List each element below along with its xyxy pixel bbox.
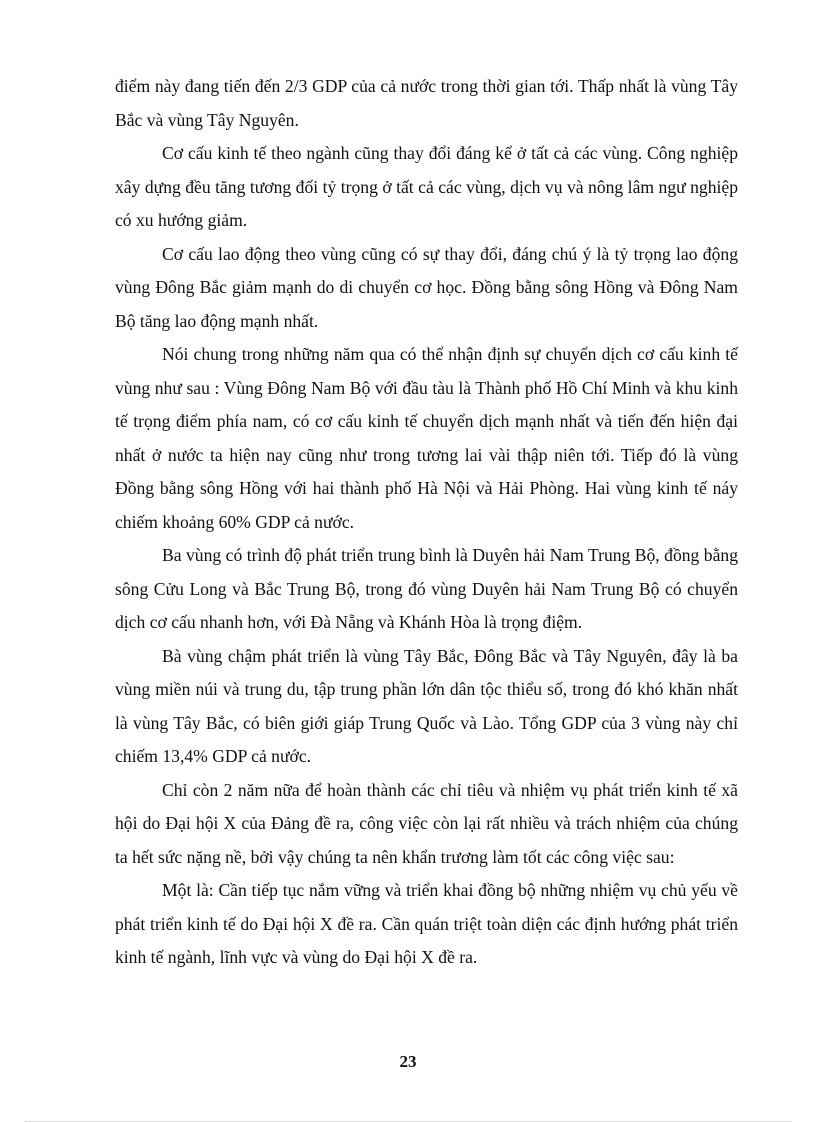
paragraph-continuation: điểm này đang tiến đến 2/3 GDP của cả nước trong thời gian tới. Thấp nhất là vùng Tây Bắc và vùng Tây Nguyên. (115, 76, 738, 130)
paragraph-medium-regions: Ba vùng có trình độ phát triển trung bình là Duyên hải Nam Trung Bộ, đồng bằng sông Cửu Long và Bắc Trung Bộ, trong đó vùng Duyên hải Nam Trung Bộ có chuyển dịch cơ cấu nhanh hơn, với Đà Nẵng và Khánh Hòa là trọng điệm. (115, 545, 738, 632)
paragraph-remaining-tasks: Chỉ còn 2 năm nữa để hoàn thành các chỉ tiêu và nhiệm vụ phát triển kinh tế xã hội do Đại hội X của Đảng đề ra, công việc còn lại rất nhiều và trách nhiệm của chúng ta hết sức nặng nề, bởi vậy chúng ta nên khẩn trương làm tốt các công việc sau: (115, 779, 738, 867)
paragraph-slow-regions: Bà vùng chậm phát triển là vùng Tây Bắc, Đông Bắc và Tây Nguyên, đây là ba vùng miền núi và trung du, tập trung phần lớn dân tộc thiểu số, trong đó khó khăn nhất là vùng Tây Bắc, có biên giới giáp Trung Quốc và Lào. Tổng GDP của 3 vùng này chỉ chiếm 13,4% GDP cả nước. (115, 645, 738, 766)
body-text (115, 70, 738, 975)
page-number: 23 (399, 1052, 417, 1071)
paragraph-task-one: Một là: Cần tiếp tục nắm vững và triển khai đồng bộ những nhiệm vụ chủ yếu về phát triển kinh tế do Đại hội X đề ra. Cần quán triệt toàn diện các định hướng phát triển kinh tế ngành, lĩnh vực và vùng do Đại hội X đề ra. (115, 880, 738, 967)
paragraph-labor-structure: Cơ cấu lao động theo vùng cũng có sự thay đổi, đáng chú ý là tỷ trọng lao động vùng Đông Bắc giảm mạnh do di chuyển cơ học. Đồng bằng sông Hồng và Đông Nam Bộ tăng lao động mạnh nhất. (115, 243, 738, 331)
page-bottom-divider (25, 1121, 791, 1122)
paragraph-regional-shift: Nói chung trong những năm qua có thể nhận định sự chuyển dịch cơ cấu kinh tế vùng như sau : Vùng Đông Nam Bộ với đầu tàu là Thành phố Hồ Chí Minh và khu kinh tế trọng điểm phía nam, có cơ cấu kinh tế chuyển dịch mạnh nhất và tiến đến hiện đại nhất ở nước ta hiện nay cũng như trong tương lai vài thập niên tới. Tiếp đó là vùng Đồng bằng sông Hồng với hai thành phố Hà Nội và Hải Phòng. Hai vùng kinh tế náy chiếm khoảng 60% GDP cả nước. (115, 344, 738, 532)
paragraph-economic-structure: Cơ cấu kinh tế theo ngành cũng thay đổi đáng kể ở tất cả các vùng. Công nghiệp xây dựng đều tăng tương đối tỷ trọng ở tất cả các vùng, dịch vụ và nông lâm ngư nghiệp có xu hướng giảm. (115, 143, 738, 230)
